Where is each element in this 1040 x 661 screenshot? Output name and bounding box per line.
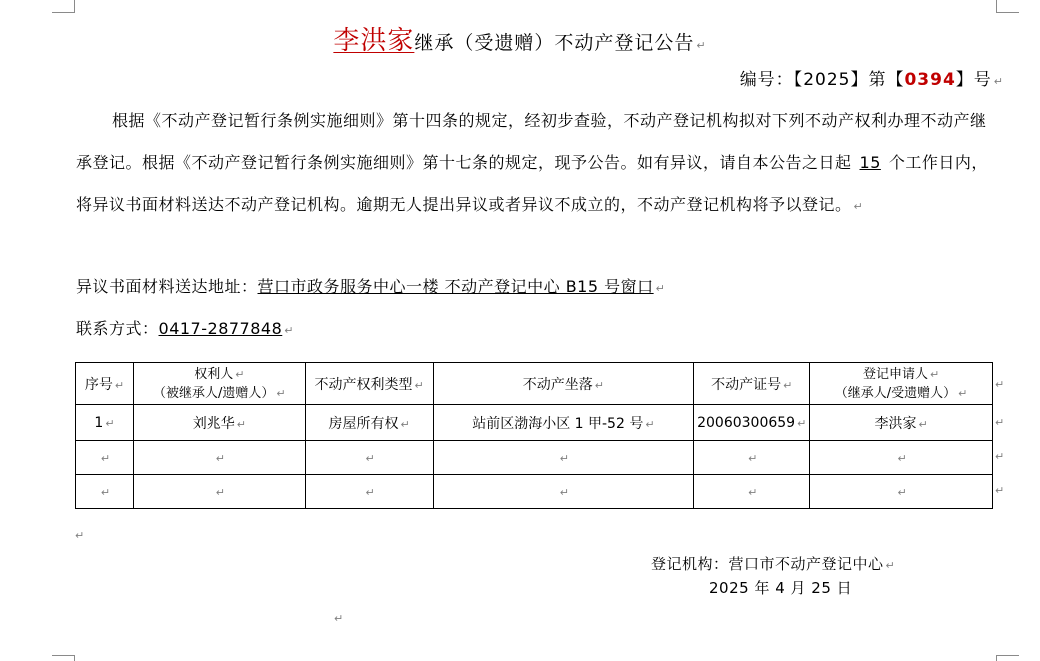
doc-number-suffix: 】号 xyxy=(955,70,992,90)
empty-cell: ↵ xyxy=(810,441,993,475)
cell-right-type: 房屋所有权 ↵ xyxy=(305,405,433,441)
crop-mark-bottom-left xyxy=(52,655,75,661)
contact-phone: 0417-2877848 xyxy=(158,319,283,338)
doc-number-value: 0394 xyxy=(904,70,956,90)
paragraph-mark-icon: ↵ xyxy=(334,612,344,625)
objection-address xyxy=(76,274,665,297)
crop-mark-bottom-right xyxy=(996,655,1019,661)
signature-block xyxy=(651,553,895,599)
empty-cell: ↵ xyxy=(305,441,433,475)
empty-cell: ↵ xyxy=(76,441,134,475)
header-holder: 权利人 ↵ （被继承人/遗赠人） ↵ xyxy=(133,363,305,405)
empty-cell: ↵ xyxy=(694,475,810,509)
empty-cell: ↵ xyxy=(433,475,694,509)
header-location: 不动产坐落 ↵ xyxy=(433,363,694,405)
empty-cell: ↵ xyxy=(433,441,694,475)
property-table xyxy=(75,362,993,509)
paragraph-mark-icon: ↵ xyxy=(993,75,1004,88)
signing-date: 2025 年 4 月 25 日 xyxy=(709,579,853,597)
cell-location: 站前区渤海小区 1 甲-52 号 ↵ xyxy=(433,405,694,441)
empty-cell: ↵ xyxy=(76,475,134,509)
signing-organization: 登记机构：营口市不动产登记中心 ↵ xyxy=(651,555,896,573)
empty-cell: ↵ xyxy=(694,441,810,475)
empty-cell: ↵ xyxy=(305,475,433,509)
crop-mark-top-left xyxy=(52,0,75,13)
table-row-empty xyxy=(76,441,993,475)
notice-title xyxy=(0,20,1040,57)
row-end-mark-icon: ↵ xyxy=(995,416,1005,429)
paragraph-mark-icon: ↵ xyxy=(284,324,294,337)
doc-number-year: 2025 xyxy=(803,70,851,90)
header-cert-number: 不动产证号 ↵ xyxy=(694,363,810,405)
header-right-type: 不动产权利类型 ↵ xyxy=(305,363,433,405)
paragraph-mark-icon: ↵ xyxy=(853,200,864,213)
header-seq: 序号 ↵ xyxy=(76,363,134,405)
table-header-row xyxy=(76,363,993,405)
paragraph-mark-icon: ↵ xyxy=(655,282,666,295)
empty-cell: ↵ xyxy=(133,475,305,509)
header-applicant: 登记申请人 ↵ （继承人/受遗赠人） ↵ xyxy=(810,363,993,405)
doc-number-mid: 】第【 xyxy=(850,70,905,90)
document-number xyxy=(740,65,1004,90)
crop-mark-top-right xyxy=(996,0,1019,13)
cell-holder: 刘兆华 ↵ xyxy=(133,405,305,441)
notice-body xyxy=(76,100,996,228)
cell-seq: 1 ↵ xyxy=(76,405,134,441)
paragraph-mark-icon: ↵ xyxy=(75,529,85,542)
title-applicant-name: 李洪家 xyxy=(333,26,415,56)
address-label: 异议书面材料送达地址： xyxy=(76,277,258,296)
row-end-mark-icon: ↵ xyxy=(995,450,1005,463)
contact-info xyxy=(76,316,294,339)
contact-label: 联系方式： xyxy=(76,319,159,338)
cell-applicant: 李洪家 ↵ xyxy=(810,405,993,441)
table-row xyxy=(76,405,993,441)
cell-cert-number: 20060300659 ↵ xyxy=(694,405,810,441)
empty-cell: ↵ xyxy=(133,441,305,475)
table-row-empty xyxy=(76,475,993,509)
paragraph-mark-icon: ↵ xyxy=(696,39,707,52)
body-text-part1: 根据《不动产登记暂行条例实施细则》第十四条的规定，经初步查验，不动产登记机构拟对下列不动产权利办理不动产继承登记。根据《不动产登记暂行条例实施细则》第十七条的规定，现予公告。如有异议，请自本公告之日起 xyxy=(76,111,987,172)
address-value: 营口市政务服务中心一楼 不动产登记中心 B15 号窗口 xyxy=(257,277,654,296)
empty-cell: ↵ xyxy=(810,475,993,509)
body-text-part2: 个工作日内，将异议书面材料送达不动产登记机构。逾期无人提出异议或者异议不成立的，不动产登记机构将予以登记。 xyxy=(76,153,988,214)
doc-number-prefix: 编号：【 xyxy=(739,70,804,90)
row-end-mark-icon: ↵ xyxy=(995,378,1005,391)
objection-days: 15 xyxy=(859,153,881,172)
title-text: 继承（受遗赠）不动产登记公告 xyxy=(414,32,695,54)
row-end-mark-icon: ↵ xyxy=(995,484,1005,497)
